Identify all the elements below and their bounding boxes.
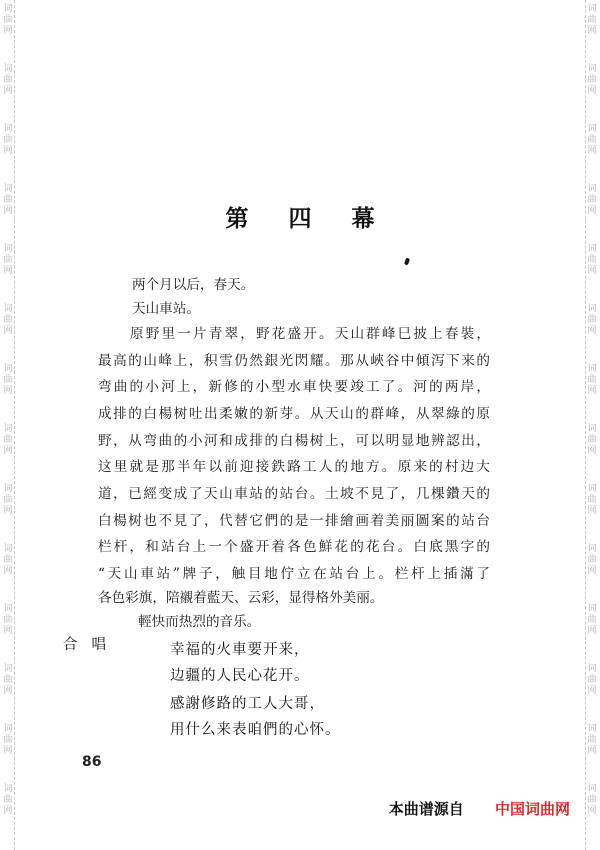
watermark-char: 网 — [3, 506, 13, 516]
watermark-mark — [586, 124, 598, 157]
source-label: 本曲谱源自 — [388, 800, 464, 818]
watermark-mark — [2, 364, 14, 397]
watermark-char: 网 — [587, 566, 597, 576]
watermark-char: 网 — [587, 506, 597, 516]
watermark-char: 曲 — [587, 795, 597, 805]
watermark-char: 词 — [3, 724, 13, 734]
watermark-char: 网 — [3, 686, 13, 696]
time-line: 两个月以后，春天。 — [132, 277, 255, 293]
watermark-char: 曲 — [587, 195, 597, 205]
left-watermark-strip — [1, 0, 15, 850]
watermark-char: 网 — [587, 26, 597, 36]
watermark-char: 曲 — [3, 195, 13, 205]
watermark-char: 曲 — [587, 675, 597, 685]
watermark-char: 曲 — [587, 315, 597, 325]
scene-line: 野，从弯曲的小河和成排的白楊树上，可以明显地辨認出， — [98, 433, 490, 449]
watermark-char: 曲 — [3, 375, 13, 385]
lyric-line: 用什么来表咱們的心怀。 — [170, 722, 341, 738]
watermark-char: 网 — [587, 686, 597, 696]
watermark-char: 曲 — [587, 435, 597, 445]
lyric-line: 感謝修路的工人大哥， — [170, 696, 325, 712]
chorus-label: 合唱 — [63, 637, 120, 653]
ink-speck — [404, 258, 410, 266]
watermark-char: 网 — [587, 326, 597, 336]
scene-line: 道，已經变成了天山車站的站台。土坡不見了，几棵鑽天的 — [98, 486, 490, 502]
watermark-char: 词 — [587, 724, 597, 734]
watermark-char: 曲 — [3, 255, 13, 265]
watermark-mark — [2, 604, 14, 637]
watermark-mark — [2, 784, 14, 817]
watermark-char: 词 — [587, 784, 597, 794]
watermark-char: 曲 — [3, 315, 13, 325]
watermark-mark — [586, 4, 598, 37]
watermark-char: 曲 — [3, 675, 13, 685]
watermark-char: 词 — [3, 244, 13, 254]
source-footer — [389, 798, 570, 819]
watermark-char: 曲 — [587, 135, 597, 145]
watermark-char: 词 — [587, 664, 597, 674]
watermark-char: 词 — [3, 604, 13, 614]
watermark-mark — [586, 64, 598, 97]
watermark-char: 词 — [3, 544, 13, 554]
watermark-char: 词 — [587, 484, 597, 494]
watermark-char: 曲 — [3, 615, 13, 625]
watermark-char: 曲 — [3, 135, 13, 145]
scene-line: “天山車站”牌子，触目地佇立在站台上。栏杆上插滿了 — [98, 566, 490, 582]
watermark-char: 网 — [587, 86, 597, 96]
act-title: 第 四 幕 — [225, 205, 391, 232]
site-name-link[interactable]: 中国词曲网 — [494, 800, 570, 818]
watermark-char: 词 — [587, 424, 597, 434]
watermark-char: 词 — [3, 484, 13, 494]
music-cue: 輕快而热烈的音乐。 — [138, 614, 261, 630]
watermark-char: 网 — [3, 26, 13, 36]
watermark-mark — [586, 784, 598, 817]
watermark-char: 网 — [587, 266, 597, 276]
watermark-char: 网 — [587, 446, 597, 456]
watermark-char: 词 — [3, 784, 13, 794]
lyric-line: 幸福的火車要开来， — [170, 642, 310, 658]
watermark-mark — [2, 484, 14, 517]
watermark-mark — [586, 424, 598, 457]
watermark-char: 词 — [3, 424, 13, 434]
scene-line: 各色彩旗，陪襯着藍天、云彩，显得格外美丽。 — [98, 590, 384, 606]
page-number: 86 — [82, 754, 102, 770]
watermark-char: 曲 — [3, 75, 13, 85]
watermark-char: 词 — [587, 4, 597, 14]
watermark-mark — [2, 4, 14, 37]
watermark-char: 词 — [3, 184, 13, 194]
watermark-char: 词 — [3, 304, 13, 314]
left-dashed-border — [14, 0, 15, 850]
watermark-char: 词 — [587, 64, 597, 74]
watermark-char: 曲 — [3, 435, 13, 445]
watermark-char: 词 — [587, 544, 597, 554]
watermark-mark — [2, 724, 14, 757]
watermark-char: 网 — [3, 86, 13, 96]
place-line: 天山車站。 — [132, 301, 200, 317]
scene-line: 这里就是那半年以前迎接鉄路工人的地方。原来的村边大 — [98, 459, 490, 475]
watermark-char: 词 — [587, 184, 597, 194]
watermark-mark — [2, 244, 14, 277]
scene-line: 成排的白楊树吐出柔嫩的新芽。从天山的群峰，从翠綠的原 — [98, 406, 490, 422]
watermark-mark — [586, 664, 598, 697]
watermark-char: 网 — [587, 806, 597, 816]
watermark-char: 曲 — [587, 255, 597, 265]
watermark-char: 曲 — [3, 495, 13, 505]
watermark-mark — [586, 364, 598, 397]
watermark-char: 网 — [3, 326, 13, 336]
watermark-char: 曲 — [587, 375, 597, 385]
watermark-char: 曲 — [3, 795, 13, 805]
watermark-char: 网 — [587, 746, 597, 756]
watermark-mark — [2, 124, 14, 157]
watermark-char: 网 — [3, 446, 13, 456]
watermark-char: 网 — [3, 746, 13, 756]
watermark-char: 曲 — [587, 735, 597, 745]
watermark-char: 词 — [587, 304, 597, 314]
scene-line: 弯曲的小河上，新修的小型水車快要竣工了。河的两岸， — [98, 379, 490, 395]
watermark-char: 词 — [587, 124, 597, 134]
watermark-mark — [2, 664, 14, 697]
watermark-char: 网 — [587, 626, 597, 636]
watermark-char: 网 — [587, 206, 597, 216]
watermark-char: 词 — [3, 664, 13, 674]
watermark-char: 网 — [3, 146, 13, 156]
watermark-char: 曲 — [587, 555, 597, 565]
watermark-char: 词 — [587, 364, 597, 374]
right-watermark-strip — [585, 0, 599, 850]
watermark-char: 网 — [3, 626, 13, 636]
watermark-char: 词 — [3, 124, 13, 134]
scene-line: 原野里一片青翠，野花盛开。天山群峰巳披上春裝， — [130, 326, 490, 342]
watermark-mark — [2, 304, 14, 337]
watermark-char: 曲 — [3, 735, 13, 745]
watermark-char: 网 — [3, 206, 13, 216]
watermark-char: 曲 — [587, 615, 597, 625]
watermark-char: 网 — [587, 386, 597, 396]
watermark-char: 网 — [3, 806, 13, 816]
watermark-char: 词 — [587, 604, 597, 614]
watermark-char: 曲 — [587, 495, 597, 505]
scene-line: 栏杆，和站台上一个盛开着各色鮮花的花台。白底黑字的 — [98, 539, 490, 555]
watermark-mark — [2, 424, 14, 457]
watermark-mark — [2, 64, 14, 97]
watermark-mark — [586, 304, 598, 337]
watermark-char: 曲 — [587, 15, 597, 25]
watermark-char: 词 — [3, 64, 13, 74]
scene-line: 白楊树也不見了，代替它們的是一排繪画着美丽圖案的站台 — [98, 513, 490, 529]
watermark-char: 网 — [3, 386, 13, 396]
watermark-char: 词 — [3, 364, 13, 374]
watermark-mark — [586, 244, 598, 277]
scene-line: 最高的山峰上，积雪仍然銀光閃耀。那从峽谷中傾泻下来的 — [98, 353, 490, 369]
watermark-char: 网 — [587, 146, 597, 156]
watermark-char: 曲 — [3, 15, 13, 25]
watermark-char: 词 — [587, 244, 597, 254]
watermark-mark — [586, 724, 598, 757]
watermark-char: 网 — [3, 566, 13, 576]
watermark-mark — [2, 544, 14, 577]
lyric-line: 边疆的人民心花开。 — [170, 668, 310, 684]
watermark-char: 曲 — [3, 555, 13, 565]
watermark-char: 网 — [3, 266, 13, 276]
watermark-char: 词 — [3, 4, 13, 14]
watermark-mark — [586, 544, 598, 577]
watermark-char: 曲 — [587, 75, 597, 85]
watermark-mark — [586, 604, 598, 637]
watermark-mark — [586, 484, 598, 517]
